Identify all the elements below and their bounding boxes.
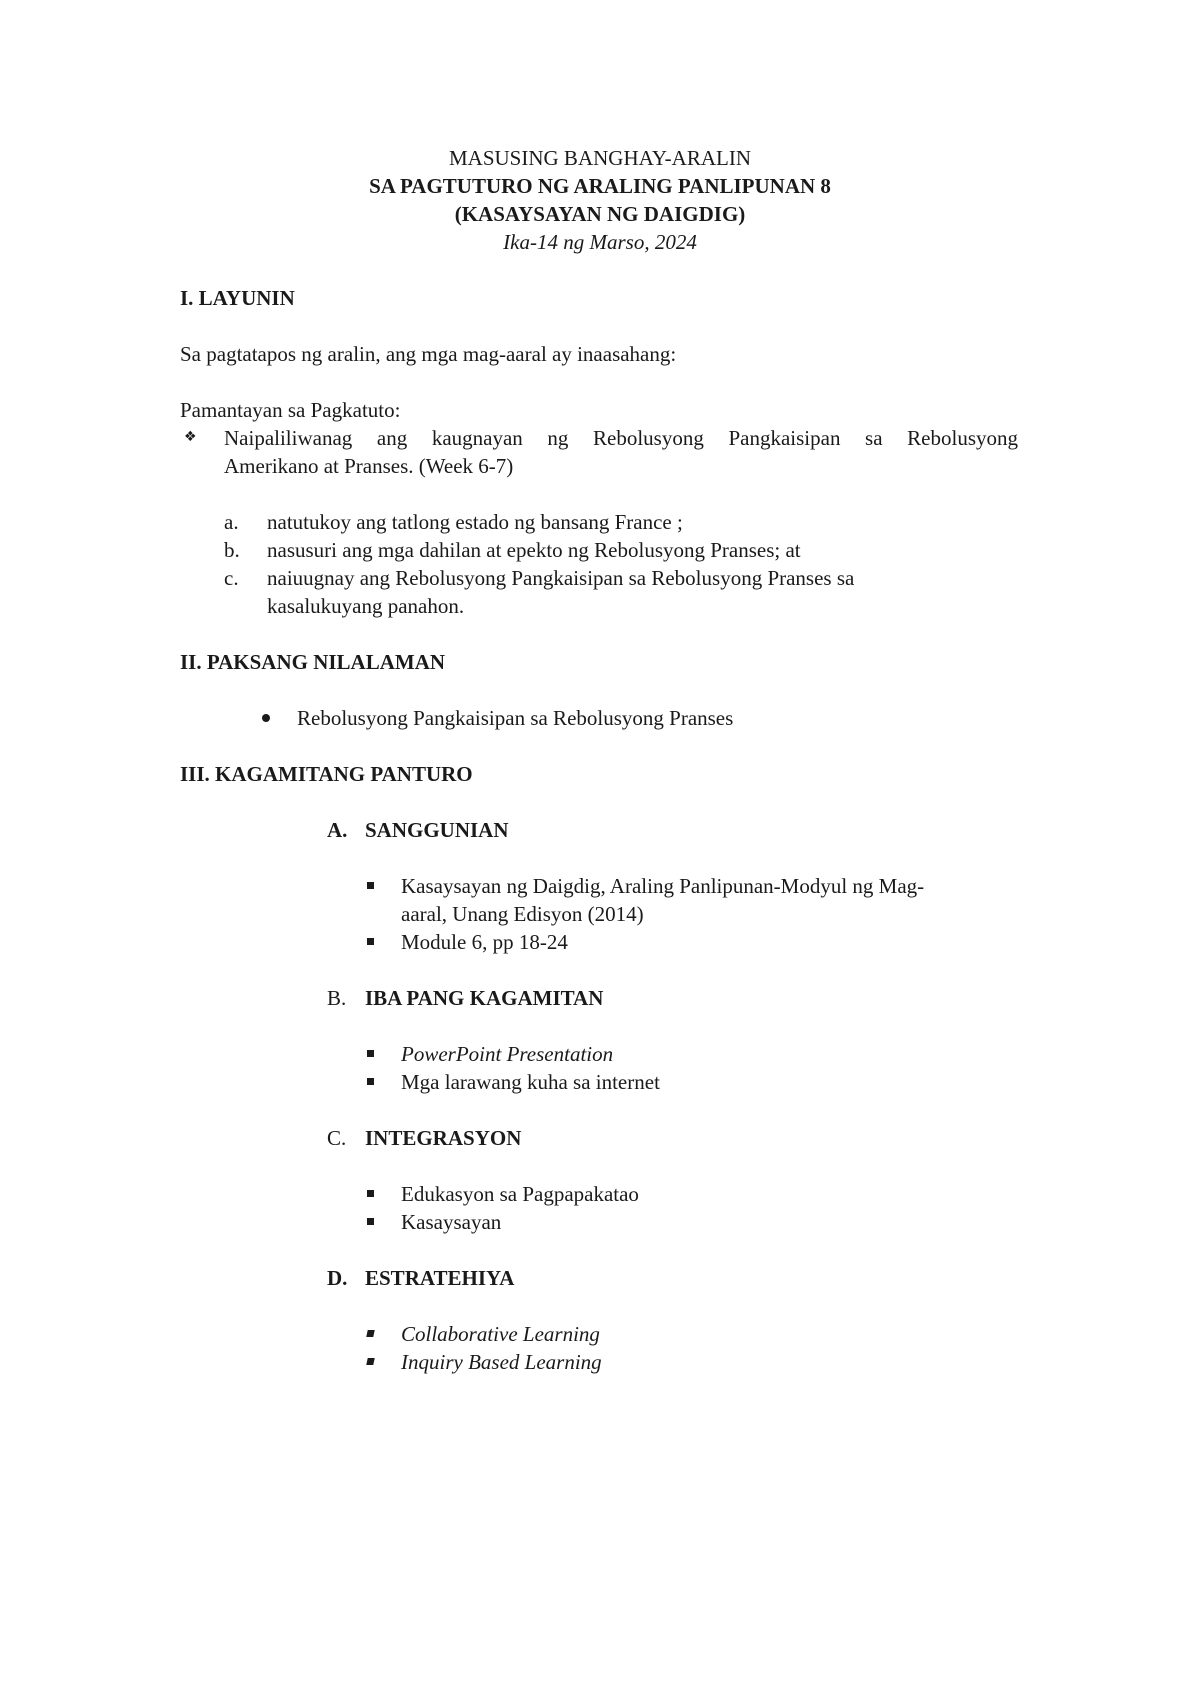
subsection-title-estratehiya: ESTRATEHIYA bbox=[365, 1266, 515, 1290]
iba-item-2: Mga larawang kuha sa internet bbox=[401, 1070, 660, 1094]
paksa-item: Rebolusyong Pangkaisipan sa Rebolusyong Pranses bbox=[297, 706, 734, 730]
title-line-1: MASUSING BANGHAY-ARALIN bbox=[449, 146, 751, 170]
sanggunian-item-2: Module 6, pp 18-24 bbox=[401, 930, 568, 954]
section-heading-kagamitan: III. KAGAMITANG PANTURO bbox=[180, 762, 473, 786]
estratehiya-item-2: Inquiry Based Learning bbox=[401, 1350, 602, 1374]
list-item-c-cont: kasalukuyang panahon. bbox=[267, 594, 465, 618]
estratehiya-item-1: Collaborative Learning bbox=[401, 1322, 600, 1346]
integrasyon-item-2: Kasaysayan bbox=[401, 1210, 502, 1234]
list-item-c: naiuugnay ang Rebolusyong Pangkaisipan sa Rebolusyong Pranses sa bbox=[267, 566, 855, 590]
subsection-marker-c: C. bbox=[327, 1126, 347, 1150]
integrasyon-item-1: Edukasyon sa Pagpapakatao bbox=[401, 1182, 639, 1206]
objective-line-1: Naipaliliwanag ang kaugnayan ng Rebolusyong Pangkaisipan sa Rebolusyong bbox=[224, 426, 1018, 450]
subsection-title-iba: IBA PANG KAGAMITAN bbox=[365, 986, 604, 1010]
list-marker-c: c. bbox=[224, 566, 239, 590]
list-item-b: nasusuri ang mga dahilan at epekto ng Rebolusyong Pranses; at bbox=[267, 538, 801, 562]
diamond-bullet-icon: ❖ bbox=[184, 429, 197, 445]
square-bullet-icon bbox=[367, 1078, 374, 1085]
pamantayan-label: Pamantayan sa Pagkatuto: bbox=[180, 398, 401, 422]
subsection-marker-b: B. bbox=[327, 986, 347, 1010]
title-line-3: (KASAYSAYAN NG DAIGDIG) bbox=[454, 202, 746, 226]
subsection-marker-a: A. bbox=[327, 818, 348, 842]
square-bullet-icon bbox=[367, 1218, 374, 1225]
section-heading-paksa: II. PAKSANG NILALAMAN bbox=[180, 650, 446, 674]
intro-text: Sa pagtatapos ng aralin, ang mga mag-aaral ay inaasahang: bbox=[180, 342, 677, 366]
objective-line-2: Amerikano at Pranses. (Week 6-7) bbox=[224, 454, 514, 478]
list-item-a: natutukoy ang tatlong estado ng bansang France ; bbox=[267, 510, 683, 534]
round-bullet-icon bbox=[262, 714, 270, 722]
square-bullet-icon bbox=[367, 1190, 374, 1197]
subsection-title-sanggunian: SANGGUNIAN bbox=[365, 818, 509, 842]
subsection-title-integrasyon: INTEGRASYON bbox=[365, 1126, 522, 1150]
list-marker-a: a. bbox=[224, 510, 239, 534]
sanggunian-item-1-cont: aaral, Unang Edisyon (2014) bbox=[401, 902, 644, 926]
date: Ika-14 ng Marso, 2024 bbox=[503, 230, 697, 254]
list-marker-b: b. bbox=[224, 538, 240, 562]
subsection-marker-d: D. bbox=[327, 1266, 348, 1290]
square-bullet-icon bbox=[367, 938, 374, 945]
square-bullet-icon bbox=[366, 1330, 374, 1337]
iba-item-1: PowerPoint Presentation bbox=[401, 1042, 614, 1066]
square-bullet-icon bbox=[367, 1050, 374, 1057]
sanggunian-item-1: Kasaysayan ng Daigdig, Araling Panlipunan-Modyul ng Mag- bbox=[401, 874, 925, 898]
title-line-2: SA PAGTUTURO NG ARALING PANLIPUNAN 8 bbox=[369, 174, 831, 198]
square-bullet-icon bbox=[366, 1358, 374, 1365]
square-bullet-icon bbox=[367, 882, 374, 889]
section-heading-layunin: I. LAYUNIN bbox=[180, 286, 295, 310]
